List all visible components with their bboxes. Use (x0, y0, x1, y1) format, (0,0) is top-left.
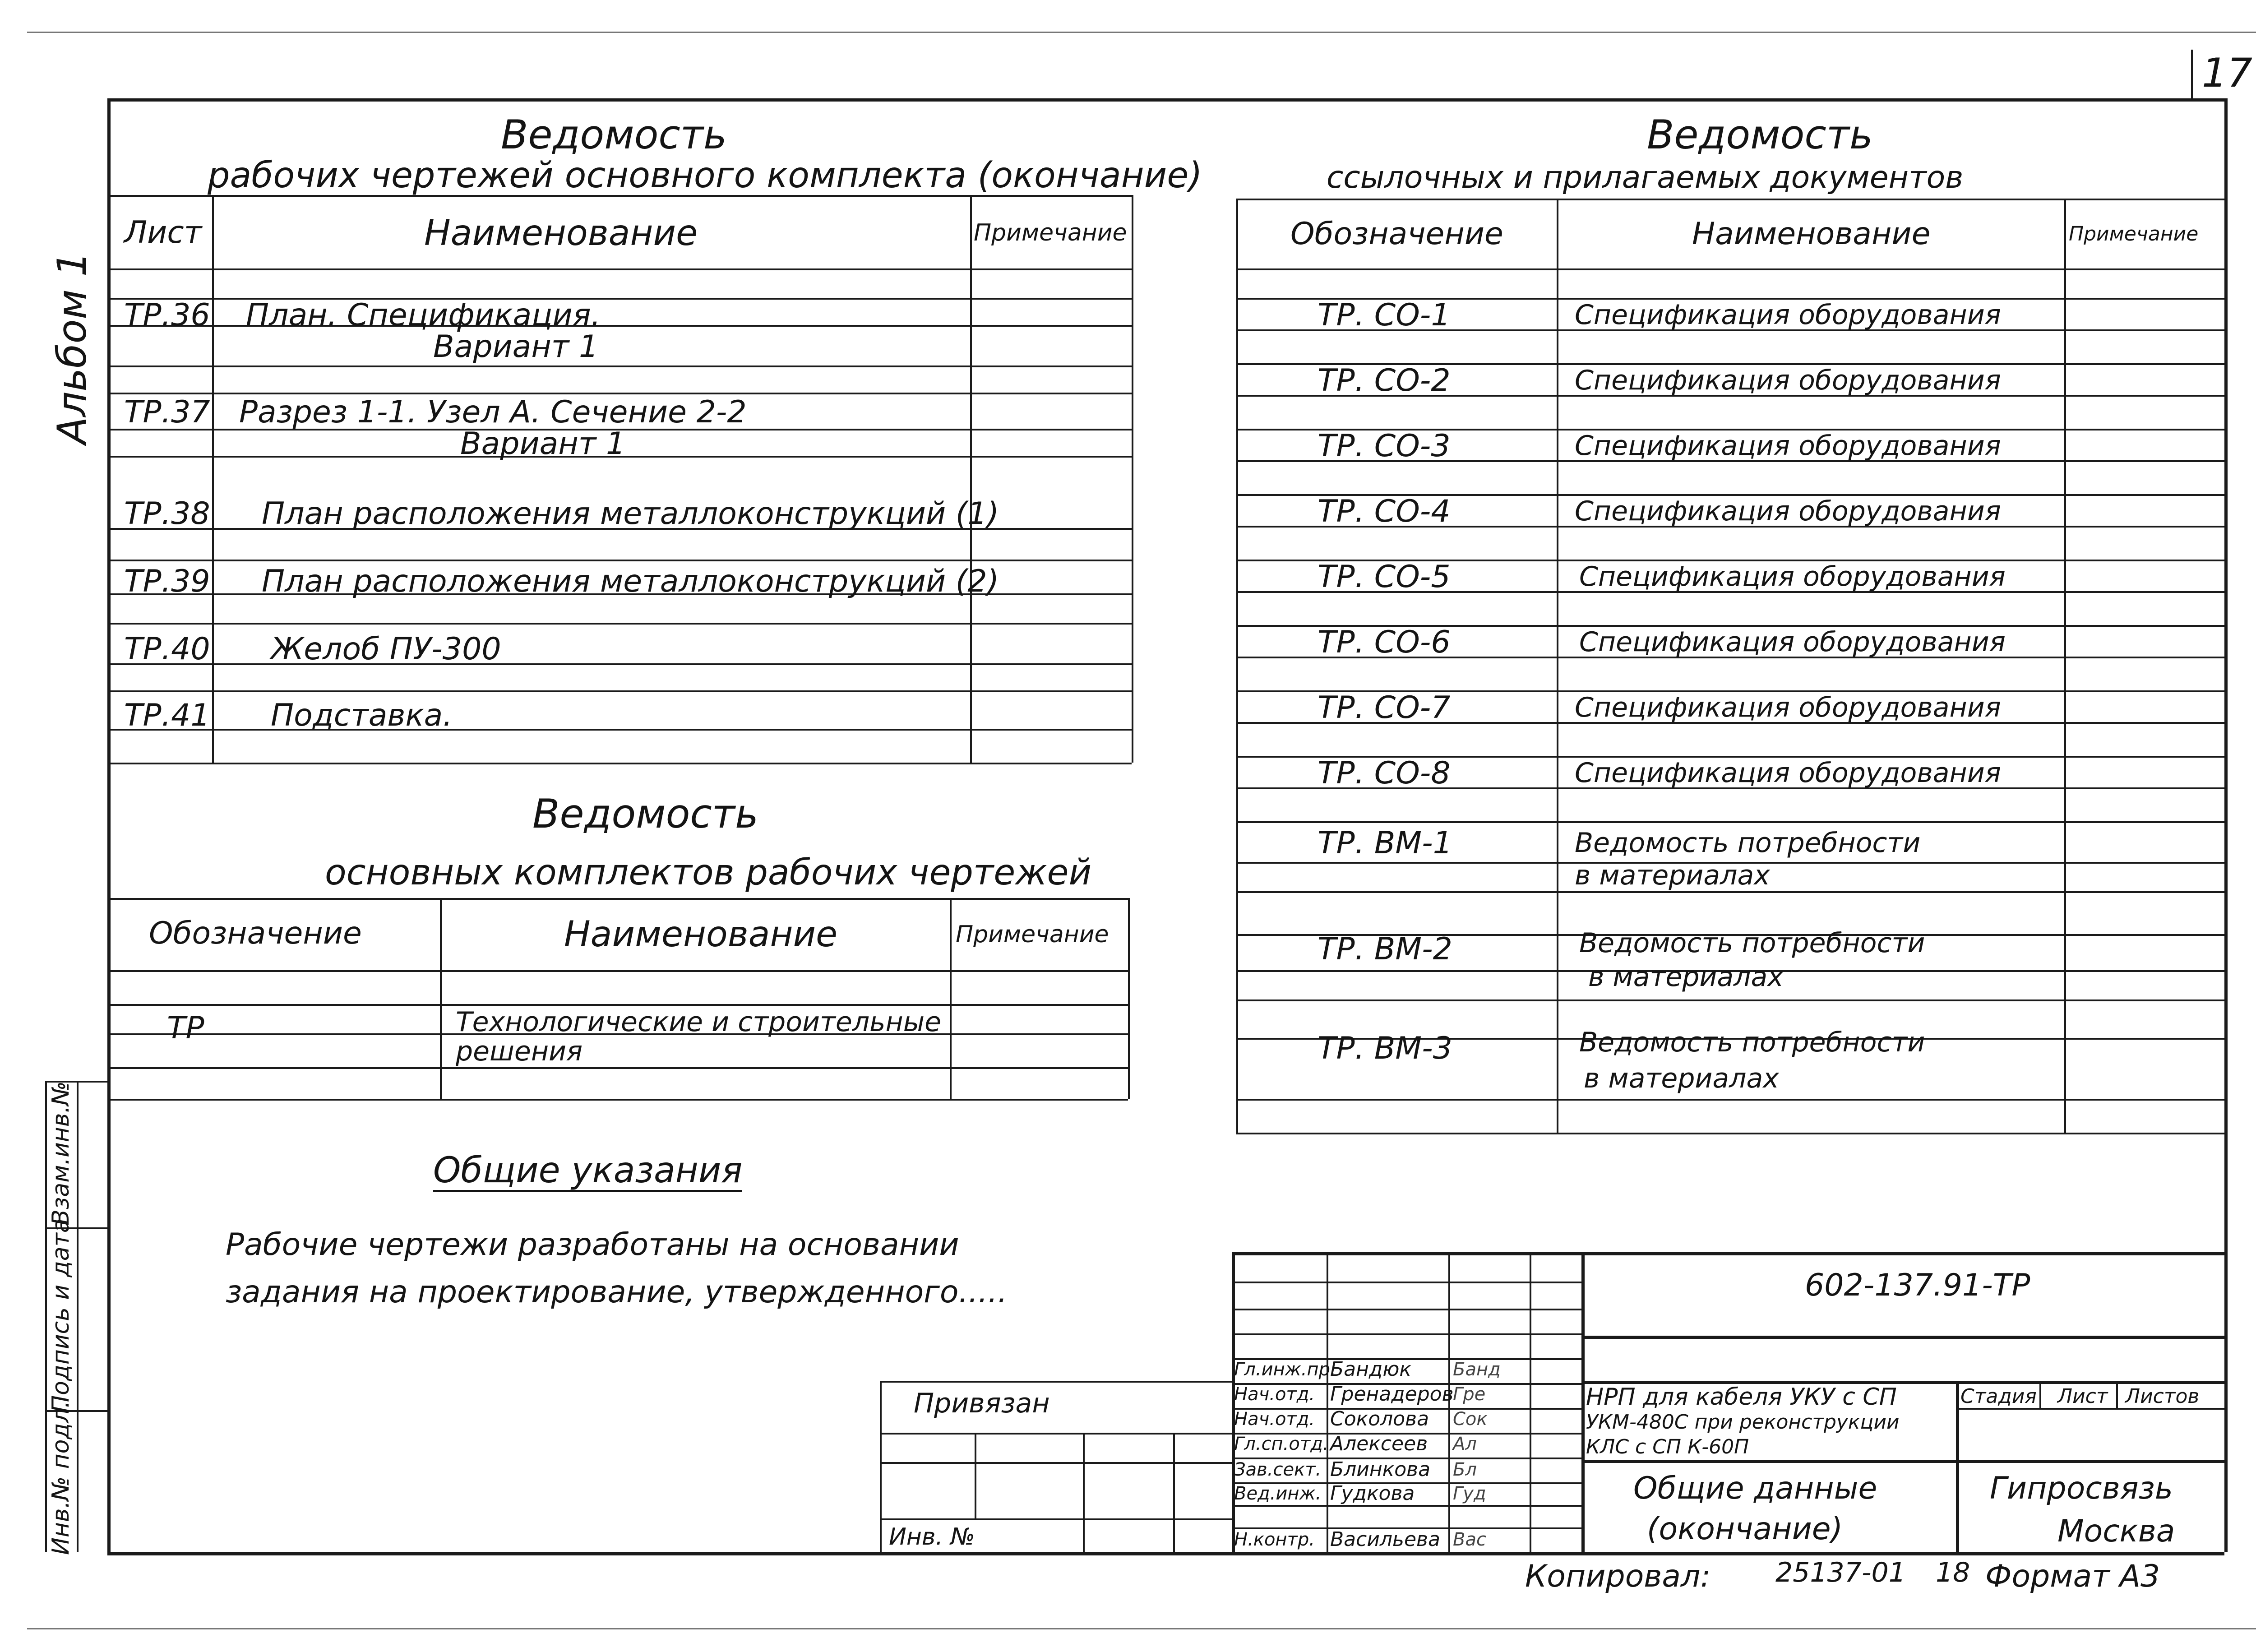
tb-col (2039, 1381, 2041, 1408)
t1-row-sheet: ТР.38 (124, 496, 210, 532)
t3-col (1236, 199, 1238, 1133)
tb-line (1581, 1460, 2224, 1463)
object-name-line: КЛС с СП К-60П (1586, 1435, 1749, 1458)
frame-top (107, 98, 2224, 102)
t1-line (107, 623, 1132, 625)
staff-role: Гл.инж.пр. (1234, 1359, 1336, 1380)
binding-line (880, 1462, 1232, 1464)
binding-line (975, 1433, 976, 1518)
side-stamp-signature-date: Подпись и дата (47, 1218, 74, 1413)
t1-col (1132, 195, 1133, 763)
t1-line (107, 195, 1132, 197)
staff-name: Блинкова (1330, 1458, 1431, 1481)
t3-line (1236, 1000, 2224, 1001)
t1-row-sheet: ТР.36 (124, 297, 210, 333)
t1-line (107, 763, 1132, 764)
sheet-number: 17 (2202, 50, 2252, 96)
t3-row-code: ТР. СО-4 (1318, 494, 1451, 529)
t3-row-name: Спецификация оборудования (1575, 495, 2001, 527)
t1-row-name: Желоб ПУ-300 (271, 631, 501, 667)
tb-col (2116, 1381, 2118, 1408)
t3-row-code: ТР. СО-6 (1318, 625, 1451, 660)
t1-row-name: План. Спецификация. (246, 297, 601, 333)
tb-col (1956, 1381, 1959, 1552)
tb-line (1232, 1505, 1581, 1507)
t2-col (1128, 898, 1130, 1099)
t1-col (970, 195, 972, 763)
t3-row-code: ТР. СО-1 (1318, 297, 1451, 333)
sheet-title-line: (окончание) (1647, 1511, 1843, 1547)
binding-label[interactable]: Привязан (914, 1388, 1050, 1419)
t3-row-code: ТР. ВМ-1 (1318, 825, 1452, 861)
staff-name: Алексеев (1330, 1432, 1428, 1455)
title-block-top (1232, 1252, 2224, 1255)
staff-name: Гренадеров (1330, 1383, 1454, 1406)
t3-line (1236, 1099, 2224, 1101)
t1-row-sheet: ТР.41 (124, 698, 210, 733)
side-stamp-original-inv: Инв.№ подл. (47, 1400, 74, 1555)
t1-row-name: План расположения металлоконструкций (2) (262, 564, 999, 599)
bottom-trim-line (27, 1628, 2256, 1629)
tb-col (1581, 1252, 1585, 1552)
tb-line (1581, 1336, 2224, 1339)
t1-line (107, 729, 1132, 731)
side-stamp-replaced-inv: Взам.инв.№ (47, 1081, 74, 1226)
t2-line (107, 1004, 1128, 1006)
binding-line (880, 1433, 1232, 1435)
t3-row-name: Спецификация оборудования (1575, 692, 2001, 723)
header-sheet: Лист (2057, 1385, 2108, 1408)
working-drawings-subtitle: рабочих чертежей основного комплекта (окончание) (208, 155, 1202, 196)
t3-row-name: Спецификация оборудования (1579, 561, 2006, 592)
staff-signature: Сок (1453, 1409, 1488, 1430)
t1-row-name-cont: Вариант 1 (433, 329, 599, 365)
general-notes-title: Общие указания (433, 1153, 742, 1192)
staff-name: Бандюк (1330, 1358, 1411, 1381)
copy-sheet-number: 18 (1936, 1557, 1970, 1588)
t1-col (212, 195, 214, 763)
t1-header-note: Примечание (974, 219, 1127, 246)
t1-row-name-cont: Вариант 1 (460, 426, 626, 462)
working-drawings-title: Ведомость (501, 111, 727, 158)
t3-header-note: Примечание (2069, 222, 2199, 245)
staff-name: Гудкова (1330, 1482, 1415, 1505)
t1-header-sheet: Лист (124, 215, 202, 250)
staff-role: Вед.инж. (1234, 1483, 1322, 1504)
top-trim-line (27, 32, 2256, 33)
general-notes-line: задания на проектирование, утвержденного..... (226, 1274, 1008, 1310)
tb-line (1232, 1333, 1581, 1335)
t3-col (2064, 199, 2066, 1133)
t2-row-name-cont: решения (456, 1036, 583, 1067)
t3-line (1236, 268, 2224, 270)
organization-city: Москва (2057, 1513, 2175, 1549)
binding-line (880, 1381, 1232, 1383)
t3-line (1236, 199, 2224, 200)
t3-row-name-cont: в материалах (1584, 1063, 1779, 1094)
t1-row-name: Подставка. (271, 698, 453, 733)
frame-right (2224, 98, 2228, 1552)
t1-row-sheet: ТР.37 (124, 394, 210, 430)
main-sets-subtitle: основных комплектов рабочих чертежей (325, 852, 1092, 893)
staff-name: Соколова (1330, 1407, 1429, 1430)
t2-col (950, 898, 952, 1099)
tb-line (1232, 1282, 1581, 1283)
t3-row-name: Спецификация оборудования (1575, 430, 2001, 462)
t3-row-name: Спецификация оборудования (1575, 365, 2001, 396)
t1-row-sheet: ТР.40 (124, 631, 210, 667)
staff-signature: Ал (1453, 1434, 1477, 1454)
staff-signature: Бл (1453, 1459, 1477, 1480)
t3-row-name: Спецификация оборудования (1575, 299, 2001, 331)
tb-col (1327, 1252, 1328, 1552)
header-stage: Стадия (1960, 1385, 2037, 1408)
binding-line (1083, 1433, 1085, 1552)
t2-header-note: Примечание (956, 921, 1109, 948)
t3-row-code: ТР. СО-8 (1318, 755, 1451, 791)
t3-header-code: Обозначение (1290, 216, 1503, 252)
tb-line (1956, 1408, 2224, 1410)
staff-signature: Банд (1453, 1359, 1501, 1380)
sheet-number-box (2191, 50, 2193, 98)
t3-header-name: Наименование (1692, 216, 1931, 252)
binding-line (880, 1381, 882, 1552)
t3-row-code: ТР. СО-7 (1318, 690, 1451, 726)
t3-row-code: ТР. ВМ-3 (1318, 1031, 1452, 1066)
t1-line (107, 663, 1132, 665)
reference-docs-subtitle: ссылочных и прилагаемых документов (1327, 160, 1964, 195)
t1-row-name: Разрез 1-1. Узел А. Сечение 2-2 (239, 394, 747, 430)
t3-row-name-cont: в материалах (1575, 860, 1770, 891)
tb-line (1232, 1309, 1581, 1310)
album-label: Альбом 1 (49, 251, 95, 444)
staff-role: Зав.сект. (1234, 1459, 1322, 1480)
t2-line (107, 1099, 1128, 1101)
designation: 602-137.91-ТР (1805, 1268, 2030, 1303)
t3-row-name: Ведомость потребности (1579, 927, 1925, 959)
t2-col (440, 898, 442, 1099)
t1-line (107, 268, 1132, 270)
t3-line (1236, 891, 2224, 893)
t3-line (1236, 1133, 2224, 1134)
t3-row-name: Спецификация оборудования (1579, 626, 2006, 658)
frame-left (107, 98, 111, 1552)
order-number: 25137-01 (1775, 1557, 1906, 1588)
t1-line (107, 560, 1132, 561)
t2-line (107, 1067, 1128, 1069)
object-name-line: УКМ-480С при реконструкции (1586, 1411, 1900, 1434)
t3-row-name: Спецификация оборудования (1575, 757, 2001, 789)
binding-inventory-label[interactable]: Инв. № (889, 1523, 975, 1550)
t3-row-code: ТР. СО-2 (1318, 363, 1451, 398)
reference-docs-title: Ведомость (1647, 111, 1873, 158)
staff-role: Нач.отд. (1234, 1384, 1315, 1405)
t2-row-name: Технологические и строительные (456, 1006, 942, 1038)
main-sets-title: Ведомость (532, 791, 758, 837)
t3-row-name-cont: в материалах (1588, 961, 1784, 993)
frame-bottom (107, 1552, 2224, 1555)
t2-header-name: Наименование (564, 914, 838, 955)
header-sheets: Листов (2125, 1385, 2200, 1408)
staff-role: Гл.сп.отд. (1234, 1434, 1329, 1454)
t3-row-code: ТР. ВМ-2 (1318, 931, 1452, 967)
copied-by-label: Копировал: (1525, 1559, 1711, 1594)
object-name-line: НРП для кабеля УКУ с СП (1586, 1384, 1897, 1411)
t2-header-code: Обозначение (149, 916, 362, 951)
sheet-title-line: Общие данные (1633, 1471, 1877, 1506)
t1-line (107, 366, 1132, 367)
general-notes-line: Рабочие чертежи разработаны на основании (226, 1227, 959, 1263)
t3-col (1557, 199, 1558, 1133)
t1-row-name: План расположения металлоконструкций (1) (262, 496, 999, 532)
t2-row-code: ТР (167, 1010, 204, 1046)
staff-signature: Вас (1453, 1529, 1486, 1550)
organization-name: Гипросвязь (1990, 1471, 2173, 1506)
t2-line (107, 898, 1128, 900)
t3-line (1236, 821, 2224, 823)
t3-row-code: ТР. СО-5 (1318, 559, 1451, 595)
binding-line (880, 1518, 1232, 1520)
t2-line (107, 970, 1128, 972)
staff-signature: Гре (1453, 1384, 1486, 1405)
staff-role: Н.контр. (1234, 1529, 1315, 1550)
tb-col (1530, 1252, 1531, 1552)
staff-name: Васильева (1330, 1528, 1440, 1551)
t1-header-name: Наименование (424, 213, 698, 254)
t1-line (107, 690, 1132, 692)
side-stamp-line (77, 1081, 79, 1552)
staff-signature: Гуд (1453, 1483, 1486, 1504)
staff-role: Нач.отд. (1234, 1409, 1315, 1430)
format-label: Формат А3 (1985, 1559, 2160, 1594)
t3-row-name: Ведомость потребности (1575, 827, 1921, 859)
side-stamp-line (45, 1081, 47, 1552)
t1-row-sheet: ТР.39 (124, 564, 210, 599)
binding-line (1173, 1433, 1175, 1552)
t3-row-code: ТР. СО-3 (1318, 428, 1451, 464)
t3-row-name: Ведомость потребности (1579, 1027, 1925, 1058)
